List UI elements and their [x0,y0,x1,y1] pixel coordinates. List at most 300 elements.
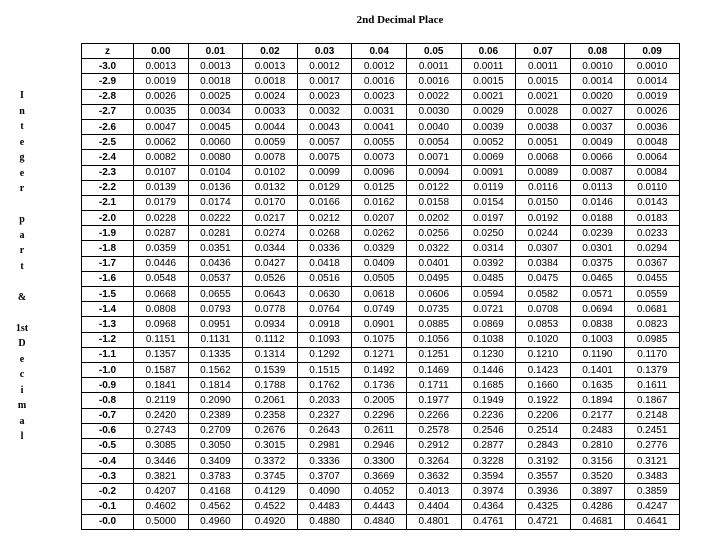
side-label-char: t [20,260,24,272]
table-cell: 0.0322 [406,241,461,256]
table-cell: 0.0351 [188,241,243,256]
side-label-char: l [20,431,24,442]
table-cell: 0.0516 [297,271,352,286]
side-label-char: & [17,291,27,303]
table-cell: 0.0028 [516,104,571,119]
table-cell: 0.1841 [134,378,189,393]
table-cell: 0.1611 [625,378,680,393]
table-cell: 0.4364 [461,499,516,514]
table-cell: 0.4721 [516,514,571,529]
row-z-value: -2.6 [82,119,134,134]
table-cell: 0.0084 [625,165,680,180]
table-row [82,423,680,438]
side-label-char: g [19,152,25,163]
table-row [82,287,680,302]
table-row [82,302,680,317]
table-row [82,89,680,104]
table-cell: 0.0212 [297,211,352,226]
table-cell: 0.0336 [297,241,352,256]
table-cell: 0.0096 [352,165,407,180]
table-cell: 0.0418 [297,256,352,271]
table-row [82,393,680,408]
table-cell: 0.2676 [243,423,298,438]
table-cell: 0.1230 [461,347,516,362]
column-header: 0.07 [516,44,571,59]
side-label-char: r [19,245,25,256]
table-cell: 0.4522 [243,499,298,514]
table-cell: 0.0559 [625,287,680,302]
table-cell: 0.3936 [516,484,571,499]
table-cell: 0.0078 [243,150,298,165]
table-cell: 0.1271 [352,347,407,362]
table-cell: 0.0571 [570,287,625,302]
table-cell: 0.2912 [406,438,461,453]
table-cell: 0.0047 [134,119,189,134]
table-cell: 0.2420 [134,408,189,423]
table-cell: 0.4761 [461,514,516,529]
table-cell: 0.2177 [570,408,625,423]
table-cell: 0.0062 [134,135,189,150]
table-body [82,59,680,530]
table-cell: 0.2090 [188,393,243,408]
table-row [82,438,680,453]
table-cell: 0.0110 [625,180,680,195]
table-cell: 0.0495 [406,271,461,286]
table-cell: 0.2389 [188,408,243,423]
table-cell: 0.0122 [406,180,461,195]
table-cell: 0.1003 [570,332,625,347]
table-cell: 0.3669 [352,469,407,484]
table-cell: 0.0436 [188,256,243,271]
row-z-value: -2.1 [82,195,134,210]
table-cell: 0.1562 [188,362,243,377]
table-cell: 0.2578 [406,423,461,438]
table-cell: 0.3520 [570,469,625,484]
table-cell: 0.0089 [516,165,571,180]
table-cell: 0.4840 [352,514,407,529]
table-cell: 0.1492 [352,362,407,377]
table-cell: 0.2358 [243,408,298,423]
table-cell: 0.0031 [352,104,407,119]
table-cell: 0.0021 [461,89,516,104]
table-cell: 0.0694 [570,302,625,317]
column-header: 0.03 [297,44,352,59]
table-cell: 0.0901 [352,317,407,332]
table-cell: 0.0091 [461,165,516,180]
table-cell: 0.1446 [461,362,516,377]
table-cell: 0.0136 [188,180,243,195]
table-cell: 0.1867 [625,393,680,408]
table-cell: 0.1020 [516,332,571,347]
table-cell: 0.0082 [134,150,189,165]
table-cell: 0.0344 [243,241,298,256]
row-z-value: -1.1 [82,347,134,362]
z-table [81,43,680,530]
table-cell: 0.0183 [625,211,680,226]
table-cell: 0.4681 [570,514,625,529]
table-cell: 0.4483 [297,499,352,514]
table-cell: 0.0465 [570,271,625,286]
table-cell: 0.0681 [625,302,680,317]
side-label-char: r [19,183,25,194]
table-cell: 0.0060 [188,135,243,150]
row-z-value: -2.9 [82,74,134,89]
table-cell: 0.0052 [461,135,516,150]
table-cell: 0.1660 [516,378,571,393]
table-cell: 0.4325 [516,499,571,514]
table-cell: 0.1379 [625,362,680,377]
side-label-char: I [20,90,24,101]
table-cell: 0.0013 [134,59,189,74]
table-cell: 0.0250 [461,226,516,241]
table-cell: 0.1711 [406,378,461,393]
table-cell: 0.0409 [352,256,407,271]
table-row [82,226,680,241]
column-header: 0.06 [461,44,516,59]
table-row [82,317,680,332]
table-cell: 0.0217 [243,211,298,226]
row-z-value: -1.4 [82,302,134,317]
table-cell: 0.0069 [461,150,516,165]
table-row [82,211,680,226]
table-cell: 0.0446 [134,256,189,271]
row-z-value: -0.9 [82,378,134,393]
table-cell: 0.0016 [352,74,407,89]
table-row [82,499,680,514]
row-z-value: -3.0 [82,59,134,74]
table-cell: 0.0080 [188,150,243,165]
table-cell: 0.0033 [243,104,298,119]
table-cell: 0.0329 [352,241,407,256]
table-cell: 0.0037 [570,119,625,134]
table-cell: 0.0951 [188,317,243,332]
side-label-gap [14,274,30,290]
table-row [82,378,680,393]
table-cell: 0.2206 [516,408,571,423]
table-row [82,332,680,347]
table-cell: 0.0019 [134,74,189,89]
table-cell: 0.0392 [461,256,516,271]
table-cell: 0.4286 [570,499,625,514]
row-z-value: -0.7 [82,408,134,423]
table-cell: 0.0274 [243,226,298,241]
table-cell: 0.0015 [461,74,516,89]
table-cell: 0.3336 [297,454,352,469]
table-cell: 0.0192 [516,211,571,226]
table-cell: 0.2236 [461,408,516,423]
table-row [82,104,680,119]
table-cell: 0.0011 [516,59,571,74]
table-cell: 0.1762 [297,378,352,393]
table-cell: 0.0548 [134,271,189,286]
table-row [82,362,680,377]
table-row [82,484,680,499]
table-cell: 0.0179 [134,195,189,210]
table-cell: 0.1587 [134,362,189,377]
table-cell: 0.4562 [188,499,243,514]
table-header-row [82,44,680,59]
row-z-value: -2.4 [82,150,134,165]
row-z-value: -2.3 [82,165,134,180]
table-cell: 0.0174 [188,195,243,210]
table-cell: 0.0040 [406,119,461,134]
table-cell: 0.2946 [352,438,407,453]
column-header: 0.05 [406,44,461,59]
table-cell: 0.0162 [352,195,407,210]
row-z-value: -2.2 [82,180,134,195]
table-cell: 0.0013 [188,59,243,74]
table-cell: 0.0505 [352,271,407,286]
table-cell: 0.2327 [297,408,352,423]
side-label-char: e [19,167,25,179]
table-cell: 0.0838 [570,317,625,332]
table-cell: 0.0068 [516,150,571,165]
table-cell: 0.0735 [406,302,461,317]
row-z-value: -0.5 [82,438,134,453]
table-cell: 0.0113 [570,180,625,195]
table-cell: 0.3745 [243,469,298,484]
table-cell: 0.0268 [297,226,352,241]
table-cell: 0.0010 [625,59,680,74]
column-header-z: z [82,44,134,59]
table-row [82,514,680,529]
side-label-gap [14,305,30,321]
table-cell: 0.0116 [516,180,571,195]
table-cell: 0.3446 [134,454,189,469]
table-cell: 0.0129 [297,180,352,195]
row-z-value: -0.1 [82,499,134,514]
table-cell: 0.0401 [406,256,461,271]
table-row [82,271,680,286]
table-cell: 0.4602 [134,499,189,514]
side-label-char: n [19,105,25,117]
table-cell: 0.0239 [570,226,625,241]
row-z-value: -0.8 [82,393,134,408]
table-cell: 0.0158 [406,195,461,210]
table-cell: 0.0023 [297,89,352,104]
table-row [82,180,680,195]
table-cell: 0.0015 [516,74,571,89]
side-label-char: 1st [15,322,29,334]
table-cell: 0.0150 [516,195,571,210]
table-cell: 0.0197 [461,211,516,226]
table-cell: 0.0027 [570,104,625,119]
row-z-value: -2.5 [82,135,134,150]
row-z-value: -1.5 [82,287,134,302]
table-cell: 0.3085 [134,438,189,453]
table-cell: 0.0071 [406,150,461,165]
table-cell: 0.0188 [570,211,625,226]
table-cell: 0.1685 [461,378,516,393]
table-cell: 0.0301 [570,241,625,256]
table-cell: 0.1292 [297,347,352,362]
table-cell: 0.0022 [406,89,461,104]
table-cell: 0.0143 [625,195,680,210]
table-cell: 0.1357 [134,347,189,362]
table-cell: 0.0146 [570,195,625,210]
row-z-value: -0.3 [82,469,134,484]
table-cell: 0.0014 [570,74,625,89]
table-cell: 0.0016 [406,74,461,89]
table-row [82,74,680,89]
table-cell: 0.0166 [297,195,352,210]
table-cell: 0.0721 [461,302,516,317]
table-row [82,256,680,271]
table-cell: 0.1949 [461,393,516,408]
table-cell: 0.0968 [134,317,189,332]
table-cell: 0.1210 [516,347,571,362]
table-cell: 0.2643 [297,423,352,438]
row-z-value: -2.8 [82,89,134,104]
table-cell: 0.0119 [461,180,516,195]
table-cell: 0.0618 [352,287,407,302]
table-cell: 0.4880 [297,514,352,529]
table-cell: 0.0934 [243,317,298,332]
table-cell: 0.3156 [570,454,625,469]
table-cell: 0.0228 [134,211,189,226]
table-cell: 0.1469 [406,362,461,377]
table-cell: 0.4920 [243,514,298,529]
table-cell: 0.4090 [297,484,352,499]
table-cell: 0.4207 [134,484,189,499]
table-cell: 0.0869 [461,317,516,332]
table-cell: 0.0475 [516,271,571,286]
row-z-value: -1.9 [82,226,134,241]
side-label-char: t [20,121,24,132]
table-cell: 0.0808 [134,302,189,317]
table-cell: 0.2877 [461,438,516,453]
table-row [82,408,680,423]
table-cell: 0.0643 [243,287,298,302]
table-cell: 0.0087 [570,165,625,180]
row-z-value: -2.7 [82,104,134,119]
side-label-char: c [19,369,25,380]
table-cell: 0.0294 [625,241,680,256]
table-cell: 0.0281 [188,226,243,241]
table-cell: 0.0014 [625,74,680,89]
table-row [82,150,680,165]
table-cell: 0.0764 [297,302,352,317]
table-cell: 0.3121 [625,454,680,469]
table-cell: 0.0073 [352,150,407,165]
table-cell: 0.0375 [570,256,625,271]
table-cell: 0.2033 [297,393,352,408]
table-cell: 0.0154 [461,195,516,210]
table-cell: 0.1075 [352,332,407,347]
table-cell: 0.0314 [461,241,516,256]
table-cell: 0.0202 [406,211,461,226]
table-cell: 0.4801 [406,514,461,529]
table-cell: 0.2119 [134,393,189,408]
page-title: 2nd Decimal Place [356,14,444,26]
table-cell: 0.1515 [297,362,352,377]
table-cell: 0.0582 [516,287,571,302]
table-cell: 0.0066 [570,150,625,165]
side-label-char: a [19,229,25,241]
table-cell: 0.2061 [243,393,298,408]
table-cell: 0.2296 [352,408,407,423]
table-cell: 0.1170 [625,347,680,362]
table-cell: 0.0256 [406,226,461,241]
table-cell: 0.0038 [516,119,571,134]
table-cell: 0.4052 [352,484,407,499]
table-cell: 0.0307 [516,241,571,256]
table-cell: 0.0051 [516,135,571,150]
table-cell: 0.1131 [188,332,243,347]
table-cell: 0.2148 [625,408,680,423]
table-cell: 0.0606 [406,287,461,302]
table-cell: 0.1635 [570,378,625,393]
table-cell: 0.3897 [570,484,625,499]
side-label-gap [14,197,30,213]
table-cell: 0.1038 [461,332,516,347]
table-cell: 0.0026 [134,89,189,104]
table-cell: 0.0244 [516,226,571,241]
table-cell: 0.0057 [297,135,352,150]
table-cell: 0.2776 [625,438,680,453]
table-cell: 0.1401 [570,362,625,377]
table-cell: 0.0207 [352,211,407,226]
column-header: 0.08 [570,44,625,59]
table-cell: 0.0367 [625,256,680,271]
table-cell: 0.4168 [188,484,243,499]
table-cell: 0.1151 [134,332,189,347]
row-axis-label [14,88,30,445]
table-cell: 0.0655 [188,287,243,302]
table-row [82,454,680,469]
column-header: 0.02 [243,44,298,59]
table-cell: 0.1251 [406,347,461,362]
table-cell: 0.0023 [352,89,407,104]
table-cell: 0.0222 [188,211,243,226]
table-cell: 0.0018 [243,74,298,89]
table-cell: 0.0708 [516,302,571,317]
table-cell: 0.1736 [352,378,407,393]
table-cell: 0.0035 [134,104,189,119]
table-cell: 0.0012 [352,59,407,74]
table-cell: 0.0011 [461,59,516,74]
table-cell: 0.0427 [243,256,298,271]
table-cell: 0.0039 [461,119,516,134]
row-z-value: -0.0 [82,514,134,529]
table-cell: 0.3264 [406,454,461,469]
row-z-value: -0.6 [82,423,134,438]
table-cell: 0.0885 [406,317,461,332]
column-header: 0.00 [134,44,189,59]
table-cell: 0.0233 [625,226,680,241]
table-cell: 0.1922 [516,393,571,408]
table-cell: 0.0099 [297,165,352,180]
table-cell: 0.3300 [352,454,407,469]
table-row [82,347,680,362]
table-cell: 0.2810 [570,438,625,453]
table-cell: 0.0094 [406,165,461,180]
table-cell: 0.3015 [243,438,298,453]
table-cell: 0.2611 [352,423,407,438]
table-cell: 0.4013 [406,484,461,499]
table-cell: 0.0594 [461,287,516,302]
table-cell: 0.4129 [243,484,298,499]
table-cell: 0.2843 [516,438,571,453]
table-cell: 0.0024 [243,89,298,104]
table-cell: 0.0021 [516,89,571,104]
table-cell: 0.0034 [188,104,243,119]
row-z-value: -2.0 [82,211,134,226]
table-cell: 0.4641 [625,514,680,529]
table-cell: 0.1977 [406,393,461,408]
row-z-value: -1.0 [82,362,134,377]
table-cell: 0.0025 [188,89,243,104]
